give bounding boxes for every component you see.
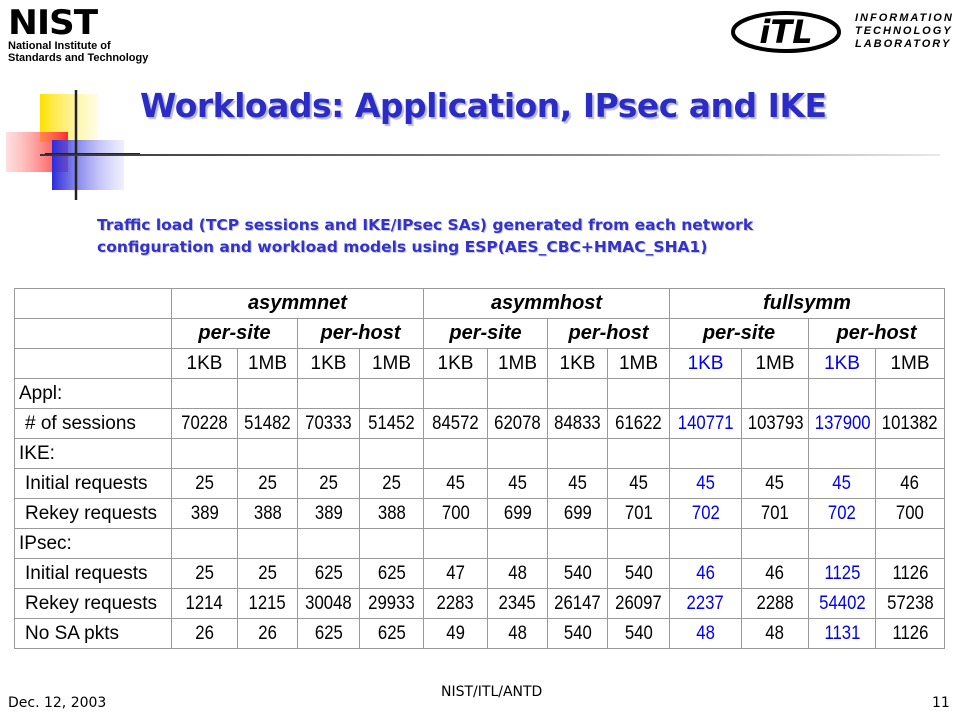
itl-logo-mark: [730, 10, 842, 54]
table-row: [15, 409, 945, 439]
decorative-squares: [0, 90, 140, 200]
section-label: IKE:: [15, 439, 172, 469]
cell-value: 625: [377, 622, 406, 644]
cell-value: 62078: [494, 412, 541, 434]
cell-value: 25: [319, 472, 338, 494]
nist-logo-line1: National Institute of: [8, 40, 111, 52]
table-cell: [360, 409, 424, 439]
table-cell: [360, 499, 424, 529]
table-cell: [488, 619, 548, 649]
itl-logo-word: iTL: [759, 13, 813, 51]
cell-value: 54402: [818, 592, 866, 614]
empty-cell: [670, 529, 742, 559]
cell-value: 625: [377, 562, 406, 584]
cell-value: 51482: [244, 412, 291, 434]
footer-page-number: 11: [932, 695, 950, 711]
cell-value: 1125: [824, 562, 861, 584]
size-header: 1MB: [876, 349, 945, 379]
subgroup-header: per-host: [548, 319, 670, 349]
cell-value: 45: [696, 472, 715, 494]
table-cell: [298, 619, 360, 649]
caption-line-1: Traffic load (TCP sessions and IKE/IPsec SAs) generated from each network: [97, 216, 754, 234]
itl-logo-line3: LABORATORY: [855, 38, 952, 50]
size-header: 1KB: [670, 349, 742, 379]
empty-cell: [172, 439, 238, 469]
empty-cell: [424, 379, 488, 409]
size-header: 1MB: [608, 349, 670, 379]
cell-value: 1126: [892, 562, 929, 584]
itl-logo: [730, 8, 955, 58]
table-cell: [670, 409, 742, 439]
table-cell: [608, 469, 670, 499]
cell-value: 702: [691, 502, 720, 524]
cell-value: 101382: [882, 412, 938, 434]
table-cell: [670, 619, 742, 649]
slide-title: Workloads: Application, IPsec and IKE: [140, 86, 827, 125]
empty-cell: [548, 379, 608, 409]
row-label: Rekey requests: [15, 589, 172, 619]
cell-value: 70333: [305, 412, 352, 434]
empty-cell: [742, 529, 809, 559]
cell-value: 699: [563, 502, 592, 524]
cell-value: 540: [563, 622, 592, 644]
table-cell: [876, 499, 945, 529]
cell-value: 45: [446, 472, 465, 494]
group-header: asymmnet: [172, 289, 424, 319]
table-cell: [608, 559, 670, 589]
cell-value: 700: [441, 502, 470, 524]
cell-value: 46: [696, 562, 715, 584]
cell-value: 1126: [892, 622, 929, 644]
table-cell: [548, 499, 608, 529]
cell-value: 48: [508, 562, 527, 584]
cell-value: 29933: [368, 592, 415, 614]
row-label: Initial requests: [15, 559, 172, 589]
table-cell: [876, 559, 945, 589]
table-cell: [238, 619, 298, 649]
table-cell: [876, 409, 945, 439]
table-cell: [238, 559, 298, 589]
section-label: IPsec:: [15, 529, 172, 559]
cell-value: 2237: [686, 592, 725, 614]
subgroup-header: per-site: [424, 319, 548, 349]
size-header: 1MB: [360, 349, 424, 379]
cell-value: 45: [629, 472, 648, 494]
table-cell: [548, 559, 608, 589]
cell-value: 48: [508, 622, 527, 644]
table-cell: [172, 559, 238, 589]
table-row: [15, 559, 945, 589]
table-cell: [742, 469, 809, 499]
table-corner-cell: [15, 319, 172, 349]
table-cell: [238, 409, 298, 439]
table-section-row: [15, 529, 945, 559]
table-cell: [809, 619, 876, 649]
table-cell: [360, 559, 424, 589]
cell-value: 540: [624, 562, 653, 584]
cell-value: 540: [563, 562, 592, 584]
size-header: 1KB: [298, 349, 360, 379]
size-header: 1MB: [238, 349, 298, 379]
table-cell: [424, 619, 488, 649]
empty-cell: [876, 529, 945, 559]
cell-value: 84833: [554, 412, 601, 434]
cell-value: 625: [314, 562, 343, 584]
cell-value: 25: [258, 472, 277, 494]
table-section-row: [15, 439, 945, 469]
table-cell: [548, 589, 608, 619]
empty-cell: [298, 379, 360, 409]
table-cell: [548, 619, 608, 649]
table-cell: [742, 499, 809, 529]
cell-value: 2345: [498, 592, 537, 614]
cell-value: 700: [896, 502, 924, 524]
table-cell: [670, 469, 742, 499]
size-header: 1KB: [548, 349, 608, 379]
cell-value: 25: [195, 562, 214, 584]
cell-value: 103793: [747, 412, 804, 434]
itl-logo-text: [855, 12, 954, 51]
section-label: Appl:: [15, 379, 172, 409]
empty-cell: [608, 379, 670, 409]
cell-value: 25: [382, 472, 401, 494]
cell-value: 388: [253, 502, 282, 524]
cell-value: 699: [503, 502, 532, 524]
cell-value: 25: [258, 562, 277, 584]
table-cell: [742, 409, 809, 439]
cell-value: 45: [508, 472, 527, 494]
cell-value: 48: [765, 622, 785, 644]
table-header-row-groups: [15, 289, 945, 319]
table-cell: [424, 499, 488, 529]
empty-cell: [670, 379, 742, 409]
cell-value: 45: [765, 472, 785, 494]
table-cell: [298, 499, 360, 529]
table-cell: [424, 589, 488, 619]
size-header: 1MB: [742, 349, 809, 379]
empty-cell: [809, 439, 876, 469]
cell-value: 61622: [615, 412, 662, 434]
table-cell: [360, 469, 424, 499]
table-cell: [809, 409, 876, 439]
size-header: 1KB: [172, 349, 238, 379]
empty-cell: [809, 379, 876, 409]
table-cell: [488, 469, 548, 499]
cell-value: 389: [190, 502, 219, 524]
empty-cell: [809, 529, 876, 559]
size-header: 1KB: [809, 349, 876, 379]
empty-cell: [488, 379, 548, 409]
table-cell: [488, 409, 548, 439]
table-cell: [172, 589, 238, 619]
table-cell: [172, 409, 238, 439]
cell-value: 45: [568, 472, 587, 494]
cell-value: 45: [832, 472, 852, 494]
cell-value: 1215: [248, 592, 287, 614]
table-cell: [360, 589, 424, 619]
subgroup-header: per-host: [298, 319, 424, 349]
table-row: [15, 619, 945, 649]
table-cell: [424, 409, 488, 439]
empty-cell: [742, 439, 809, 469]
table-cell: [608, 619, 670, 649]
table-cell: [488, 589, 548, 619]
cell-value: 48: [696, 622, 715, 644]
cell-value: 540: [624, 622, 653, 644]
empty-cell: [360, 379, 424, 409]
table-corner-cell: [15, 349, 172, 379]
empty-cell: [298, 529, 360, 559]
table-cell: [608, 499, 670, 529]
cell-value: 702: [828, 502, 856, 524]
nist-logo-word: NIST: [8, 3, 98, 43]
cell-value: 30048: [305, 592, 352, 614]
empty-cell: [298, 439, 360, 469]
cell-value: 51452: [368, 412, 415, 434]
table-cell: [608, 589, 670, 619]
cell-value: 1214: [185, 592, 224, 614]
table-cell: [548, 469, 608, 499]
empty-cell: [608, 439, 670, 469]
empty-cell: [488, 439, 548, 469]
table-cell: [809, 469, 876, 499]
table-cell: [876, 619, 945, 649]
cell-value: 2283: [436, 592, 475, 614]
table-cell: [876, 589, 945, 619]
table-cell: [298, 559, 360, 589]
row-label: Initial requests: [15, 469, 172, 499]
row-label: # of sessions: [15, 409, 172, 439]
workload-table: [14, 288, 945, 649]
empty-cell: [360, 439, 424, 469]
empty-cell: [172, 379, 238, 409]
table-row: [15, 499, 945, 529]
row-label: No SA pkts: [15, 619, 172, 649]
cell-value: 26097: [615, 592, 662, 614]
table-cell: [172, 499, 238, 529]
table-cell: [670, 499, 742, 529]
table-row: [15, 469, 945, 499]
empty-cell: [670, 439, 742, 469]
footer-date: Dec. 12, 2003: [8, 695, 107, 711]
table-header-row-subgroups: [15, 319, 945, 349]
table-cell: [742, 589, 809, 619]
size-header: 1KB: [424, 349, 488, 379]
table-cell: [876, 469, 945, 499]
table-cell: [548, 409, 608, 439]
subgroup-header: per-site: [172, 319, 298, 349]
empty-cell: [238, 439, 298, 469]
cell-value: 70228: [181, 412, 228, 434]
nist-logo-line2: Standards and Technology: [8, 52, 149, 64]
cell-value: 388: [377, 502, 406, 524]
table-cell: [670, 559, 742, 589]
group-header: asymmhost: [424, 289, 670, 319]
table-row: [15, 589, 945, 619]
empty-cell: [238, 529, 298, 559]
empty-cell: [608, 529, 670, 559]
cell-value: 46: [900, 472, 920, 494]
empty-cell: [488, 529, 548, 559]
table-cell: [488, 559, 548, 589]
subgroup-header: per-host: [809, 319, 945, 349]
table-corner-cell: [15, 289, 172, 319]
title-underline: [40, 154, 940, 156]
cell-value: 57238: [886, 592, 934, 614]
size-header: 1MB: [488, 349, 548, 379]
table-cell: [809, 499, 876, 529]
table-cell: [298, 409, 360, 439]
table-cell: [298, 589, 360, 619]
caption-line-2: configuration and workload models using ESP(AES_CBC+HMAC_SHA1): [97, 238, 708, 256]
table-cell: [608, 409, 670, 439]
cell-value: 1131: [824, 622, 861, 644]
cell-value: 47: [446, 562, 465, 584]
table-cell: [298, 469, 360, 499]
row-label: Rekey requests: [15, 499, 172, 529]
cell-value: 26147: [554, 592, 601, 614]
empty-cell: [360, 529, 424, 559]
slide-caption: [97, 214, 857, 258]
table-cell: [809, 589, 876, 619]
cell-value: 701: [761, 502, 789, 524]
cell-value: 25: [195, 472, 214, 494]
itl-logo-line1: INFORMATION: [855, 12, 954, 24]
table-cell: [238, 499, 298, 529]
cell-value: 701: [624, 502, 653, 524]
cell-value: 26: [195, 622, 214, 644]
table-cell: [238, 589, 298, 619]
empty-cell: [548, 439, 608, 469]
empty-cell: [424, 439, 488, 469]
cell-value: 49: [446, 622, 465, 644]
table-cell: [424, 559, 488, 589]
cell-value: 46: [765, 562, 785, 584]
cell-value: 137900: [814, 412, 871, 434]
table-cell: [809, 559, 876, 589]
table-cell: [670, 589, 742, 619]
table-cell: [488, 499, 548, 529]
group-header: fullsymm: [670, 289, 945, 319]
subgroup-header: per-site: [670, 319, 809, 349]
table-section-row: [15, 379, 945, 409]
empty-cell: [548, 529, 608, 559]
itl-logo-line2: TECHNOLOGY: [855, 25, 953, 37]
empty-cell: [238, 379, 298, 409]
empty-cell: [876, 439, 945, 469]
cell-value: 625: [314, 622, 343, 644]
table-cell: [424, 469, 488, 499]
cell-value: 389: [314, 502, 343, 524]
table-header-row-sizes: [15, 349, 945, 379]
table-cell: [742, 559, 809, 589]
table-cell: [742, 619, 809, 649]
cell-value: 26: [258, 622, 277, 644]
nist-logo: [8, 3, 158, 64]
cell-value: 84572: [432, 412, 479, 434]
empty-cell: [742, 379, 809, 409]
cell-value: 140771: [677, 412, 734, 434]
table-cell: [172, 619, 238, 649]
footer-center: NIST/ITL/ANTD: [441, 684, 543, 700]
empty-cell: [424, 529, 488, 559]
empty-cell: [172, 529, 238, 559]
cell-value: 2288: [756, 592, 794, 614]
empty-cell: [876, 379, 945, 409]
table-cell: [238, 469, 298, 499]
table-cell: [172, 469, 238, 499]
table-cell: [360, 619, 424, 649]
